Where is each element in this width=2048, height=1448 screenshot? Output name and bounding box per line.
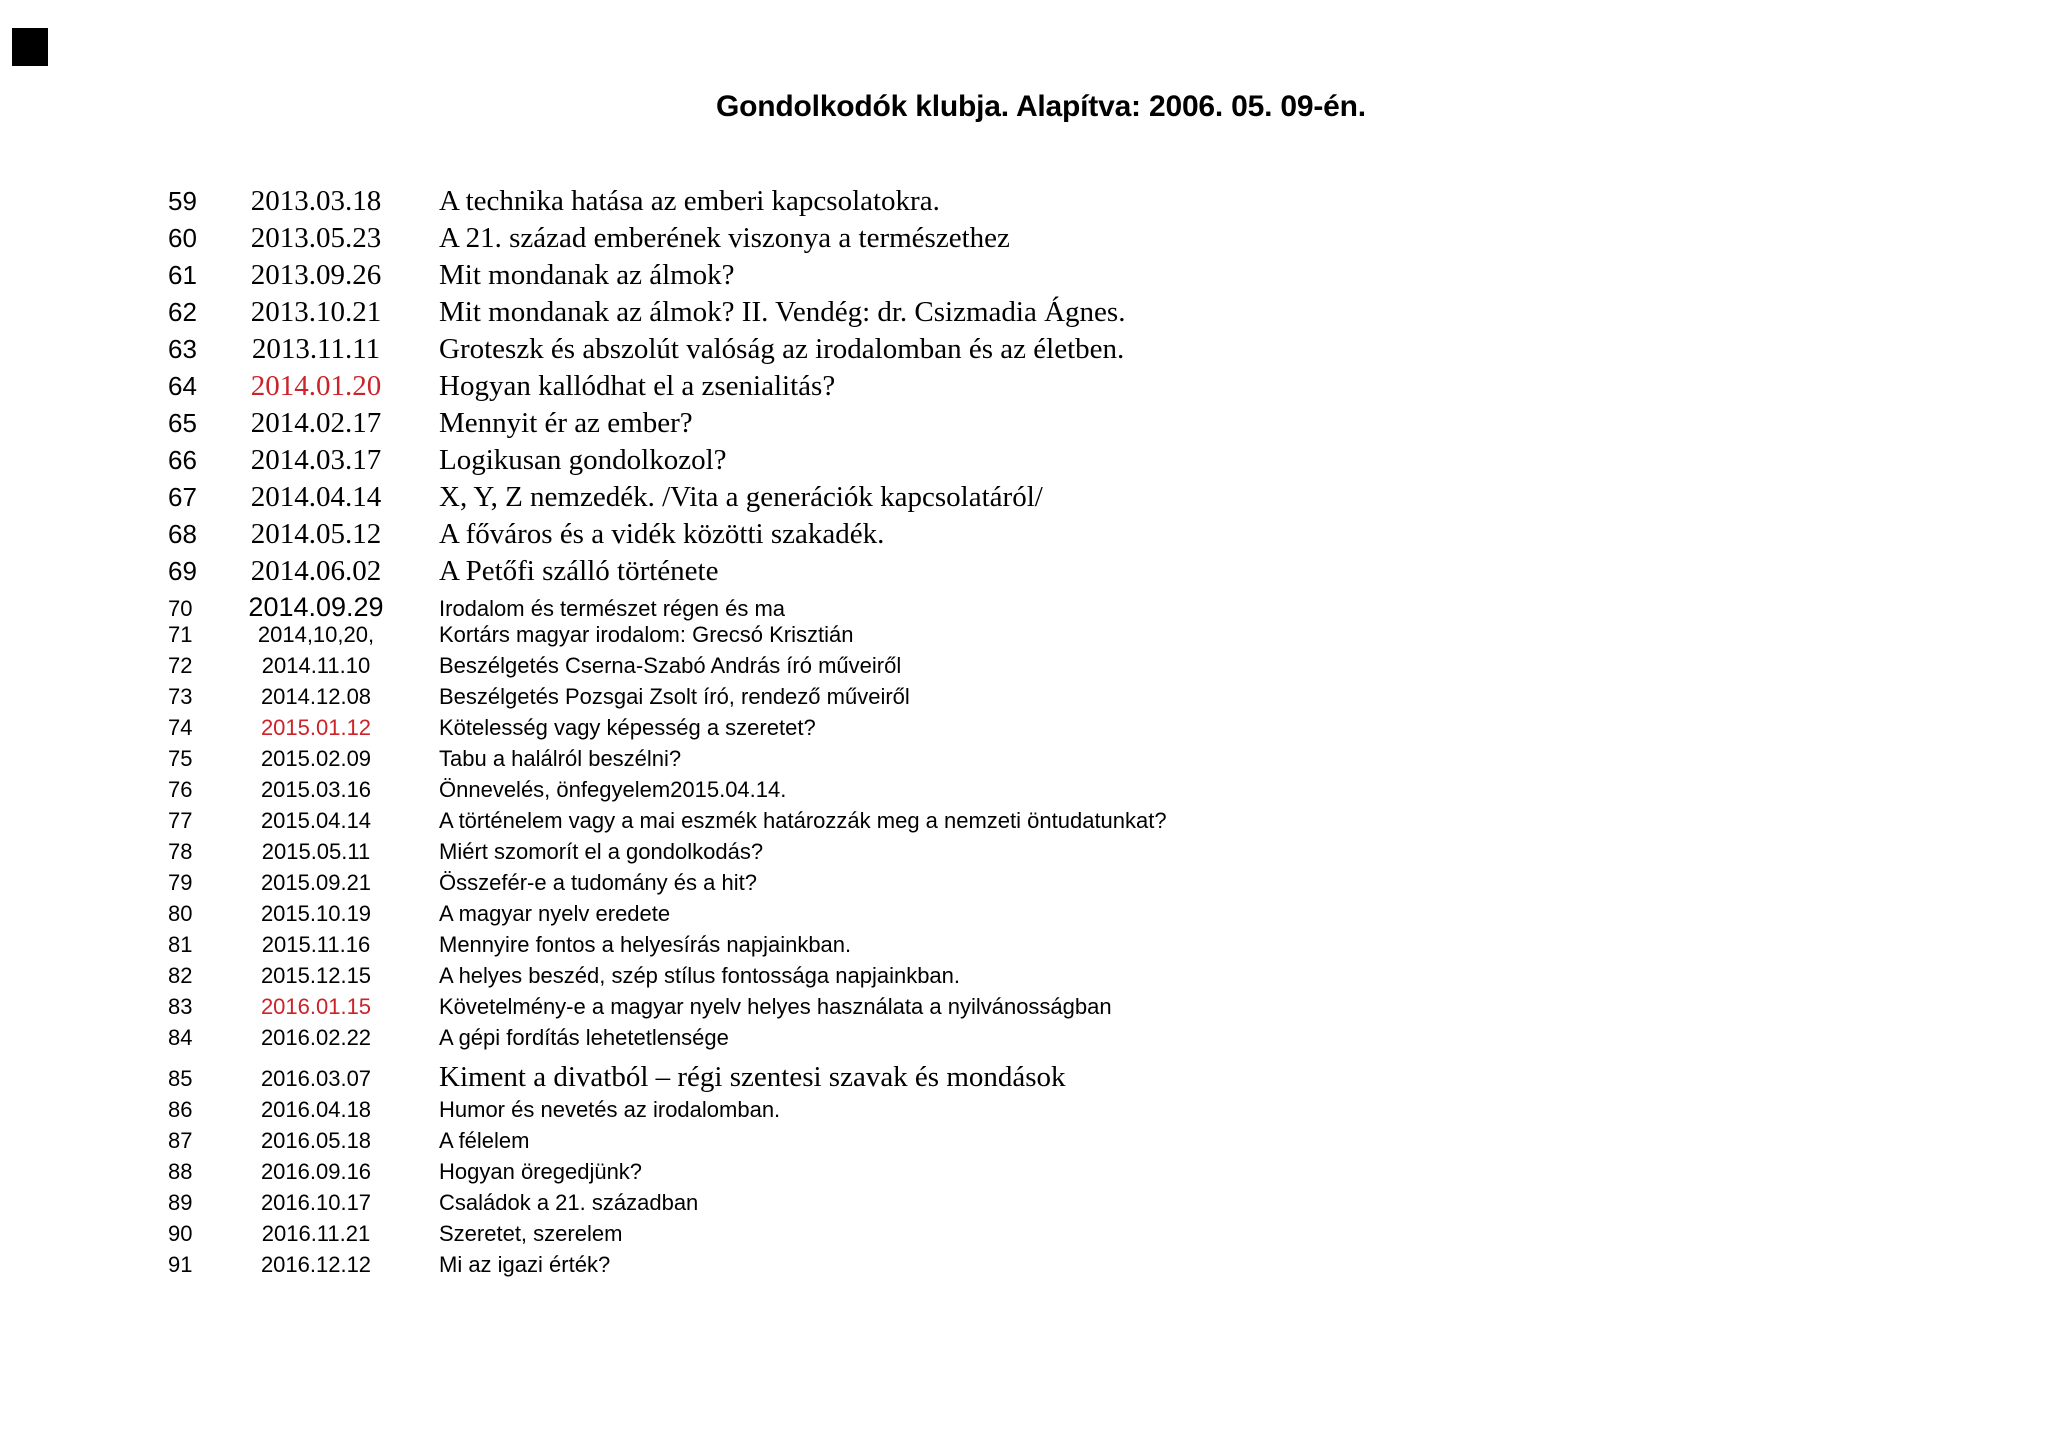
row-date: 2013.05.23 [250,222,382,254]
row-number: 78 [168,839,193,864]
row-number: 61 [168,260,197,290]
row-number: 76 [168,777,193,802]
row-topic: Miért szomorít el a gondolkodás? [439,839,764,864]
row-topic: Logikusan gondolkozol? [439,444,727,476]
row-topic: X, Y, Z nemzedék. /Vita a generációk kapcsolatáról/ [439,481,1043,513]
row-topic: Humor és nevetés az irodalomban. [439,1097,781,1122]
list-item [0,481,2048,518]
row-number: 77 [168,808,193,833]
row-number: 71 [168,622,193,647]
row-topic: A főváros és a vidék közötti szakadék. [439,518,885,550]
list-item [0,747,2048,778]
list-item [0,902,2048,933]
row-date: 2015.10.19 [260,901,372,926]
row-date: 2016.02.22 [260,1025,372,1050]
row-topic: Családok a 21. században [439,1190,699,1215]
row-number: 73 [168,684,193,709]
list-item [0,685,2048,716]
row-date: 2016.04.18 [260,1097,372,1122]
row-number: 87 [168,1128,193,1153]
row-number: 67 [168,482,197,512]
meeting-list [0,185,2048,1284]
list-item [0,1222,2048,1253]
row-topic: Mit mondanak az álmok? II. Vendég: dr. Csizmadia Ágnes. [439,296,1126,328]
row-number: 88 [168,1159,193,1184]
row-number: 86 [168,1097,193,1122]
list-item [0,370,2048,407]
row-topic: Mennyit ér az ember? [439,407,693,439]
row-topic: Összefér-e a tudomány és a hit? [439,870,757,895]
row-date: 2015.03.16 [260,777,372,802]
row-topic: A félelem [439,1128,530,1153]
row-topic: A magyar nyelv eredete [439,901,671,926]
row-number: 91 [168,1252,193,1277]
row-number: 62 [168,297,197,327]
row-date: 2015.11.16 [261,932,371,957]
row-date: 2014,10,20, [257,622,375,647]
list-item [0,778,2048,809]
row-date: 2013.03.18 [250,185,382,217]
row-number: 74 [168,715,193,740]
row-topic: A történelem vagy a mai eszmék határozzák meg a nemzeti öntudatunkat? [439,808,1167,833]
list-item [0,871,2048,902]
row-number: 68 [168,519,197,549]
list-item [0,964,2048,995]
row-topic: Szeretet, szerelem [439,1221,623,1246]
row-topic: Beszélgetés Cserna-Szabó András író műveiről [439,653,902,678]
row-topic: Tabu a halálról beszélni? [439,746,682,771]
row-date: 2016.01.15 [260,994,372,1019]
list-item [0,995,2048,1026]
row-date: 2015.04.14 [260,808,372,833]
row-number: 72 [168,653,193,678]
row-topic: Mi az igazi érték? [439,1252,611,1277]
list-item [0,1026,2048,1057]
row-number: 85 [168,1066,193,1091]
row-date: 2015.09.21 [260,870,372,895]
row-date: 2016.11.21 [261,1221,371,1246]
list-item [0,185,2048,222]
list-item [0,809,2048,840]
row-number: 64 [168,371,197,401]
list-item [0,1160,2048,1191]
list-item [0,259,2048,296]
row-number: 79 [168,870,193,895]
row-topic: Irodalom és természet régen és ma [439,596,786,621]
row-date: 2016.03.07 [260,1066,372,1091]
list-item [0,407,2048,444]
row-date: 2014.03.17 [250,444,382,476]
row-date: 2014.12.08 [260,684,372,709]
list-item [0,1253,2048,1284]
row-date: 2016.12.12 [260,1252,372,1277]
row-date: 2014.02.17 [250,407,382,439]
row-date: 2015.05.11 [261,839,371,864]
page-title: Gondolkodók klubja. Alapítva: 2006. 05. 09-én. [716,90,1366,123]
list-item [0,296,2048,333]
row-topic: Önnevelés, önfegyelem2015.04.14. [439,777,787,802]
row-topic: A Petőfi szálló története [439,555,719,587]
row-topic: A technika hatása az emberi kapcsolatokra. [439,185,940,217]
row-date: 2013.11.11 [251,333,381,365]
list-item [0,592,2048,623]
row-number: 82 [168,963,193,988]
row-date: 2014.05.12 [250,518,382,550]
list-item [0,1191,2048,1222]
row-number: 60 [168,223,197,253]
list-item [0,933,2048,964]
row-date: 2013.10.21 [250,296,382,328]
list-item [0,623,2048,654]
row-topic: Groteszk és abszolút valóság az irodalomban és az életben. [439,333,1125,365]
list-item [0,1098,2048,1129]
scan-artifact-mark [12,28,48,66]
row-date: 2014.06.02 [250,555,382,587]
list-item [0,840,2048,871]
list-item [0,222,2048,259]
row-date: 2014.01.20 [250,370,382,402]
row-date: 2014.11.10 [261,653,371,678]
list-item [0,518,2048,555]
row-date: 2016.05.18 [260,1128,372,1153]
row-topic: Kortárs magyar irodalom: Grecsó Krisztián [439,622,854,647]
row-number: 84 [168,1025,193,1050]
row-topic: Hogyan öregedjünk? [439,1159,643,1184]
row-number: 90 [168,1221,193,1246]
row-number: 63 [168,334,197,364]
row-date: 2014.09.29 [248,592,384,622]
row-number: 70 [168,596,193,621]
list-item [0,716,2048,747]
row-topic: Mit mondanak az álmok? [439,259,735,291]
list-item [0,654,2048,685]
row-number: 59 [168,186,197,216]
row-number: 75 [168,746,193,771]
row-number: 80 [168,901,193,926]
row-topic: Hogyan kallódhat el a zsenialitás? [439,370,836,402]
row-date: 2014.04.14 [250,481,382,513]
row-date: 2015.01.12 [260,715,372,740]
row-topic: A helyes beszéd, szép stílus fontossága napjainkban. [439,963,961,988]
row-date: 2016.10.17 [260,1190,372,1215]
row-number: 89 [168,1190,193,1215]
row-number: 65 [168,408,197,438]
row-topic: A 21. század emberének viszonya a természethez [439,222,1010,254]
list-item [0,555,2048,592]
row-number: 83 [168,994,193,1019]
row-number: 69 [168,556,197,586]
row-topic: Mennyire fontos a helyesírás napjainkban. [439,932,852,957]
row-topic: A gépi fordítás lehetetlensége [439,1025,729,1050]
row-date: 2015.02.09 [260,746,372,771]
row-date: 2015.12.15 [260,963,372,988]
list-item [0,1061,2048,1096]
list-item [0,333,2048,370]
row-date: 2016.09.16 [260,1159,372,1184]
row-date: 2013.09.26 [250,259,382,291]
list-item [0,1129,2048,1160]
row-number: 81 [168,932,193,957]
row-topic: Kiment a divatból – régi szentesi szavak és mondások [439,1061,1066,1093]
row-topic: Követelmény-e a magyar nyelv helyes használata a nyilvánosságban [439,994,1112,1019]
row-topic: Beszélgetés Pozsgai Zsolt író, rendező műveiről [439,684,910,709]
row-number: 66 [168,445,197,475]
list-item [0,444,2048,481]
row-topic: Kötelesség vagy képesség a szeretet? [439,715,816,740]
